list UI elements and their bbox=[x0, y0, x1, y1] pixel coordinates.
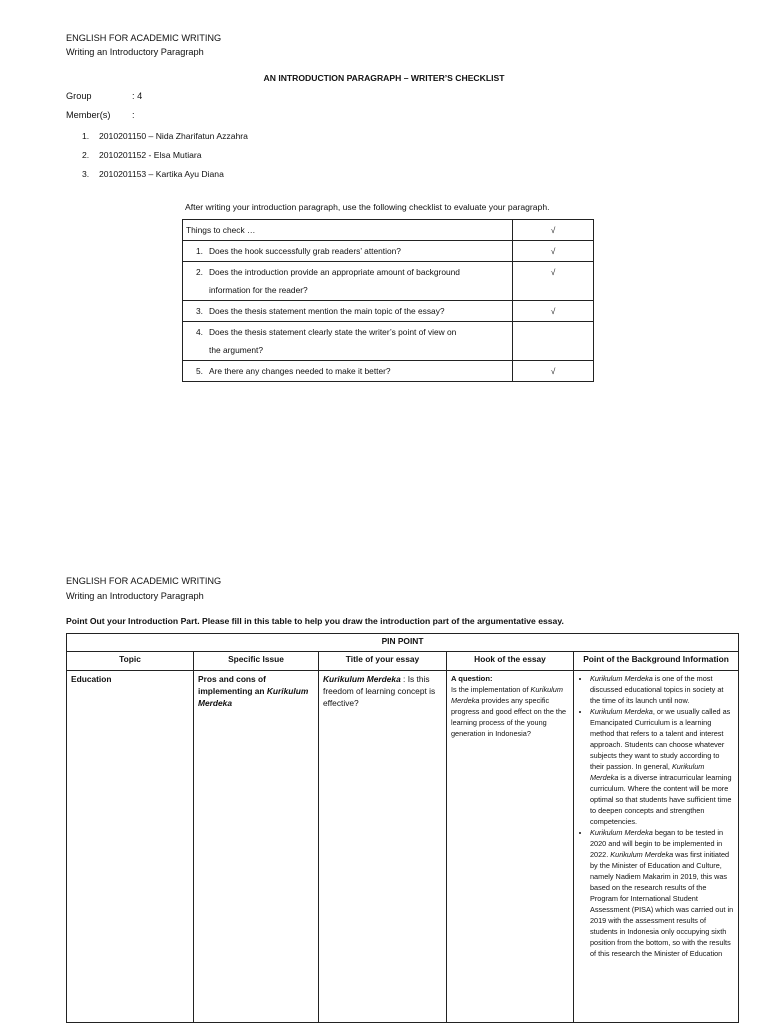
check-mark: √ bbox=[513, 361, 594, 382]
members-value: : bbox=[132, 110, 135, 120]
hook-cell: A question: Is the implementation of Kurikulum Merdeka provides any specific progress and good effect on the the learning process of the young generation in Indonesia? bbox=[447, 671, 574, 1023]
checklist-title: AN INTRODUCTION PARAGRAPH – WRITER’S CHECKLIST bbox=[263, 73, 505, 83]
list-item: • Kurikulum Merdeka began to be tested in 2020 and will begin to be implemented in 2022. Kurikulum Merdeka was first initiated by the Minister of Education and Culture, namely Nadiem Makarim in 2019, this was based on the research results of the Program for International Student Assessment (PISA) which was carried out in 2019 with the assessment results of students in Indonesia only occupying sixth position from the bottom, so with the results of this research the Minister of Education bbox=[590, 827, 734, 959]
members-field bbox=[66, 110, 135, 120]
pinpoint-instruction: Point Out your Introduction Part. Please fill in this table to help you draw the introduction part of the argumentative essay. bbox=[66, 616, 564, 626]
group-field bbox=[66, 91, 143, 101]
group-value: : 4 bbox=[132, 91, 143, 101]
column-header: Topic bbox=[67, 652, 194, 671]
background-info-cell bbox=[574, 671, 739, 1023]
background-points-list bbox=[578, 673, 734, 959]
list-item: 1. 2010201150 – Nida Zharifatun Azzahra bbox=[82, 131, 248, 141]
checklist-header: Things to check … bbox=[183, 220, 513, 241]
group-label: Group bbox=[66, 91, 92, 101]
writer-checklist-table bbox=[182, 219, 594, 382]
page-two bbox=[0, 560, 768, 1024]
list-item: • Kurikulum Merdeka is one of the most discussed educational topics in society at the time of its launch until now. bbox=[590, 673, 734, 706]
table-row bbox=[67, 671, 739, 1023]
members-list bbox=[82, 127, 248, 184]
table-row bbox=[67, 634, 739, 652]
pin-point-title: PIN POINT bbox=[67, 634, 739, 652]
list-item: • Kurikulum Merdeka, or we usually called as Emancipated Curriculum is a learning method that refers to a talent and interest approach. Students can choose whatever subjects they want to study according to their passion. In general, Kurikulum Merdeka is a diverse intracurricular learning curriculum. Where the content will be more optimal so that students have sufficient time to deepen concepts and strengthen competencies. bbox=[590, 706, 734, 827]
course-subtitle: Writing an Introductory Paragraph bbox=[66, 47, 204, 57]
check-mark: √ bbox=[513, 301, 594, 322]
column-header: Point of the Background Information bbox=[574, 652, 739, 671]
column-header: Hook of the essay bbox=[447, 652, 574, 671]
topic-cell: Education bbox=[67, 671, 194, 1023]
table-row: 2. Does the introduction provide an appropriate amount of background information for the reader? √ bbox=[183, 262, 594, 301]
column-header: Specific Issue bbox=[194, 652, 319, 671]
column-header: Title of your essay bbox=[319, 652, 447, 671]
members-label: Member(s) bbox=[66, 110, 111, 120]
list-item: 3. 2010201153 – Kartika Ayu Diana bbox=[82, 169, 224, 179]
table-row: 3. Does the thesis statement mention the main topic of the essay? √ bbox=[183, 301, 594, 322]
table-row bbox=[67, 652, 739, 671]
course-title: ENGLISH FOR ACADEMIC WRITING bbox=[66, 33, 222, 43]
list-item: 2. 2010201152 - Elsa Mutiara bbox=[82, 150, 202, 160]
check-mark: √ bbox=[513, 262, 594, 301]
table-row: 4. Does the thesis statement clearly state the writer’s point of view on the argument? bbox=[183, 322, 594, 361]
table-row: 5. Are there any changes needed to make it better? √ bbox=[183, 361, 594, 382]
table-row: 1. Does the hook successfully grab readers’ attention? √ bbox=[183, 241, 594, 262]
table-row bbox=[183, 220, 594, 241]
check-mark: √ bbox=[513, 241, 594, 262]
checklist-instruction: After writing your introduction paragraph, use the following checklist to evaluate your paragraph. bbox=[185, 202, 550, 212]
pin-point-table bbox=[66, 633, 739, 1023]
course-subtitle: Writing an Introductory Paragraph bbox=[66, 591, 204, 601]
check-mark: √ bbox=[513, 220, 594, 241]
course-title: ENGLISH FOR ACADEMIC WRITING bbox=[66, 576, 222, 586]
essay-title-cell: Kurikulum Merdeka : Is this freedom of learning concept is effective? bbox=[319, 671, 447, 1023]
specific-issue-cell: Pros and cons of implementing an Kurikulum Merdeka bbox=[194, 671, 319, 1023]
